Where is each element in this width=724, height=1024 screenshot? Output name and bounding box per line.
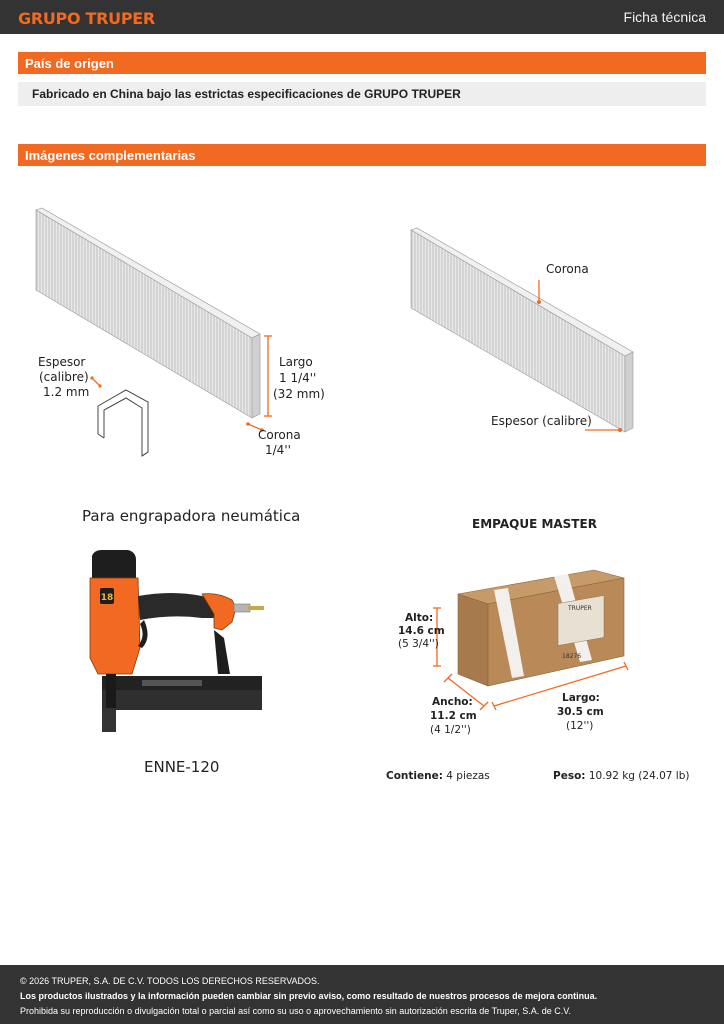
thickness-value: 1.2 mm	[43, 385, 90, 399]
height-label: Alto:	[405, 612, 434, 624]
footer-prohibition: Prohibida su reproducción o divulgación total o parcial así como su uso o aprovechamiento sin autorización escrita de Truper, S.A. de C.V.	[20, 1006, 571, 1016]
staple-parts-illustration	[405, 222, 645, 442]
box-brand: TRUPER	[568, 605, 592, 612]
thickness-part-label: Espesor (calibre)	[491, 414, 592, 428]
contents-label: Contiene:	[386, 770, 443, 782]
contents-value: 4 piezas	[446, 770, 490, 782]
height-in: (5 3/4'')	[398, 638, 439, 650]
pneumatic-stapler-image	[82, 548, 272, 740]
document-type-label: Ficha técnica	[623, 9, 706, 25]
thickness-label: Espesor	[38, 355, 86, 369]
tool-compatibility-title: Para engrapadora neumática	[82, 507, 301, 525]
crown-value: 1/4''	[265, 443, 291, 457]
footer-disclaimer: Los productos ilustrados y la información pueden cambiar sin previo aviso, como resultado de nuestros procesos de mejora continua.	[20, 991, 598, 1001]
length-label: Largo	[279, 355, 313, 369]
crown-label: Corona	[258, 428, 301, 442]
crown-part-label: Corona	[546, 262, 589, 276]
weight-value: 10.92 kg (24.07 lb)	[588, 770, 690, 782]
weight-info	[553, 770, 689, 783]
box-code: 18276	[562, 653, 582, 660]
master-pack-title: EMPAQUE MASTER	[472, 517, 597, 531]
tool-model: ENNE-120	[144, 758, 220, 776]
brand-logo: GRUPO TRUPER	[18, 9, 155, 28]
width-label: Ancho:	[432, 696, 473, 708]
body-badge: 18	[100, 593, 114, 603]
length-box-cm: 30.5 cm	[557, 706, 604, 718]
footer-copyright: © 2026 TRUPER, S.A. DE C.V. TODOS LOS DERECHOS RESERVADOS.	[20, 976, 320, 986]
length-value-mm: (32 mm)	[273, 387, 325, 401]
width-cm: 11.2 cm	[430, 710, 477, 722]
header-bar	[0, 0, 724, 34]
length-box-label: Largo:	[562, 692, 600, 704]
footer	[0, 965, 724, 1024]
origin-text: Fabricado en China bajo las estrictas especificaciones de GRUPO TRUPER	[18, 82, 706, 106]
length-box-in: (12'')	[566, 720, 594, 732]
section-title-origin: País de origen	[18, 52, 706, 74]
height-cm: 14.6 cm	[398, 625, 445, 637]
section-title-complementary-images: Imágenes complementarias	[18, 144, 706, 166]
width-in: (4 1/2'')	[430, 724, 471, 736]
thickness-gauge-label: (calibre)	[39, 370, 89, 384]
contents-info	[386, 770, 490, 783]
length-value-inches: 1 1/4''	[279, 371, 317, 385]
weight-label: Peso:	[553, 770, 586, 782]
